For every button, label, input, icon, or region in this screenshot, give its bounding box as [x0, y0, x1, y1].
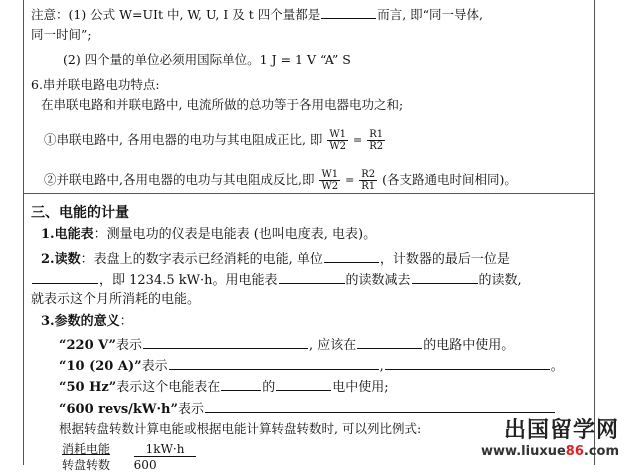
- parallel-rule: ②并联电路中,各用电器的电功与其电阻成反比,即 $\frac{W1}{W2}$ = $\frac{R2}{R1}$ (各支路通电时间相同)。: [44, 169, 517, 192]
- item2-reading-line3: 就表示这个月所消耗的电能。: [31, 292, 201, 307]
- fraction-w1-w2: $\frac{W1}{W2}$: [321, 169, 339, 192]
- site-watermark: 出国留学网 www.liuxue86.com: [481, 418, 619, 459]
- item3-params: 3.参数的意义：: [41, 314, 133, 329]
- calc-row: 消耗电能 1kW·h: [62, 441, 196, 457]
- calc-row-2: 转盘转数 600: [62, 458, 157, 472]
- fraction-w1-w2: $\frac{W1}{W2}$: [329, 129, 347, 152]
- divider: [23, 193, 594, 194]
- item1-meter: 1.电能表：测量电功的仪表是电能表 (也叫电度表, 电表)。: [41, 227, 377, 242]
- section6-title: 6.串并联电路电功特点:: [31, 77, 160, 92]
- item2-reading-line2: ，即 1234.5 kW·h。用电能表 的读数减去 的读数,: [31, 271, 522, 289]
- series-rule: ①串联电路中, 各用电器的电功与其电阻成正比, 即 $\frac{W1}{W2}$ = $\frac{R1}{R2}$: [44, 129, 384, 152]
- fraction-r2-r1: $\frac{R2}{R1}$: [361, 169, 376, 192]
- note-line-2: 同一时间”;: [31, 27, 92, 42]
- param-revolutions: “600 revs/kW·h”表示: [59, 400, 556, 418]
- param-voltage: “220 V”表示 , 应该在 的电路中使用。: [59, 338, 515, 353]
- note-line-1: 注意：(1) 公式 W=UIt 中, W, U, I 及 t 四个量都是 而言, 即“同一导体,: [31, 7, 484, 22]
- section3-heading: 三、电能的计量: [31, 205, 129, 221]
- param-frequency: “50 Hz”表示这个电能表在 的 电中使用;: [59, 380, 389, 395]
- note-line-3: (2) 四个量的单位必须用国际单位。1 J = 1 V “A” S: [63, 52, 351, 67]
- fraction-r1-r2: $\frac{R1}{R2}$: [369, 129, 384, 152]
- param-current: “10 (20 A)”表示 , 。: [59, 359, 564, 374]
- calc-intro: 根据转盘转数计算电能或根据电能计算转盘转数时, 可以列比例式:: [59, 421, 422, 436]
- section6-intro: 在串联电路和并联电路中, 电流所做的总功等于各用电器电功之和;: [41, 97, 404, 112]
- item2-reading: 2.读数：表盘上的数字表示已经消耗的电能, 单位 ，计数器的最后一位是: [41, 252, 510, 267]
